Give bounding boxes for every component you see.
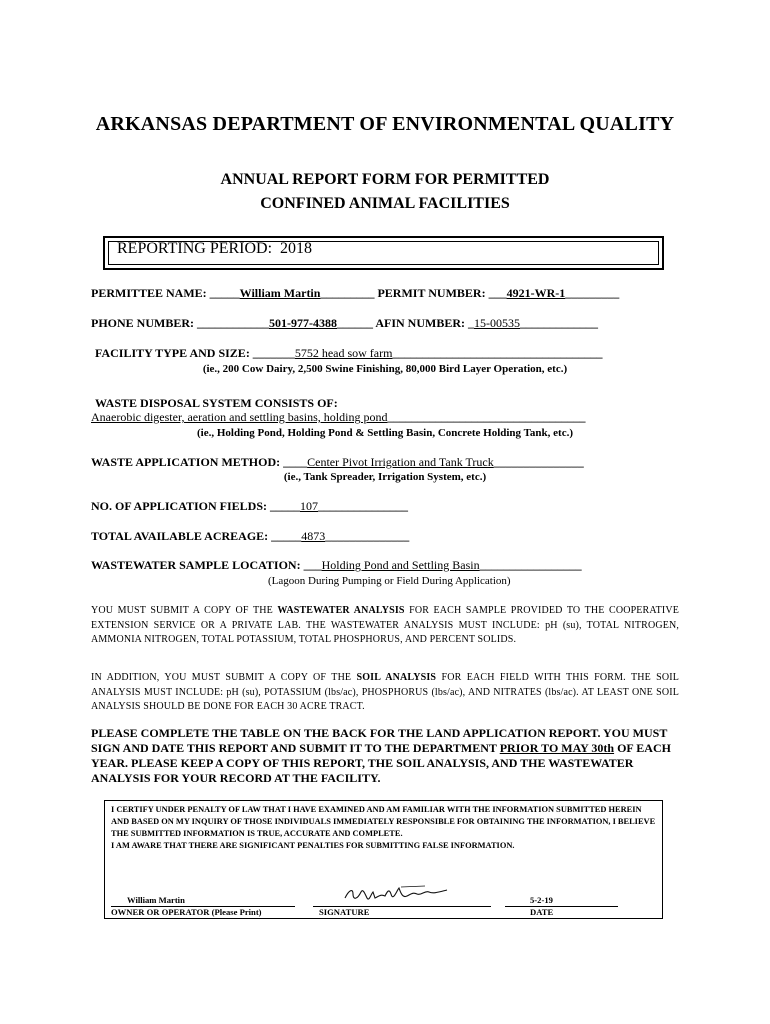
form-title-line2: CONFINED ANIMAL FACILITIES bbox=[260, 195, 510, 212]
afin-trail: _____________ bbox=[520, 316, 599, 330]
certification-box bbox=[104, 800, 663, 919]
facility-type-field[interactable]: 5752 head sow farm bbox=[294, 346, 393, 360]
permit-number-field[interactable]: 4921-WR-1 bbox=[506, 286, 566, 300]
application-method-row bbox=[91, 455, 584, 470]
date-line bbox=[505, 905, 618, 907]
form-title-line1: ANNUAL REPORT FORM FOR PERMITTED bbox=[220, 171, 550, 188]
signature-label: SIGNATURE bbox=[319, 907, 370, 917]
soil-pre: IN ADDITION, YOU MUST SUBMIT A COPY OF THE bbox=[91, 672, 357, 683]
permit-label: PERMIT NUMBER: ___ bbox=[377, 286, 507, 300]
permittee-name-field[interactable]: William Martin bbox=[239, 286, 321, 300]
application-method-trail: _______________ bbox=[493, 455, 584, 469]
afin-label: AFIN NUMBER: _ bbox=[375, 316, 475, 330]
afin-number-field[interactable]: 15-00535 bbox=[474, 316, 521, 330]
sample-location-field[interactable]: Holding Pond and Settling Basin bbox=[321, 558, 480, 572]
waste-system-row bbox=[91, 410, 585, 425]
acreage-row bbox=[91, 529, 409, 544]
facility-row bbox=[95, 346, 602, 361]
application-method-hint: (ie., Tank Spreader, Irrigation System, etc.) bbox=[283, 471, 487, 483]
sample-location-row bbox=[91, 558, 582, 573]
permittee-trail: _________ bbox=[320, 286, 375, 300]
certification-statement: I CERTIFY UNDER PENALTY OF LAW THAT I HAVE EXAMINED AND AM FAMILIAR WITH THE INFORMATION SUBMITTED HEREIN AND BASED ON MY INQUIRY OF THOSE INDIVIDUALS IMMEDIATELY RESPONSIBLE FOR OBTAINING THE INFORMATION, I BELIEVE THE SUBMITTED INFORMATION IS TRUE, ACCURATE AND COMPLETE. bbox=[111, 805, 656, 838]
date-field[interactable]: 5-2-19 bbox=[530, 895, 553, 905]
acreage-trail: ______________ bbox=[325, 529, 410, 543]
reporting-period bbox=[117, 240, 312, 258]
acreage-field[interactable]: 4873 bbox=[301, 529, 326, 543]
application-method-label: WASTE APPLICATION METHOD: ____ bbox=[91, 455, 308, 469]
wastewater-instructions bbox=[91, 604, 679, 648]
wastewater-analysis-term: WASTEWATER ANALYSIS bbox=[277, 605, 405, 616]
certification-text bbox=[111, 804, 661, 852]
facility-trail: ___________________________________ bbox=[392, 346, 603, 360]
fields-count-trail: _______________ bbox=[318, 499, 409, 513]
facility-hint: (ie., 200 Cow Dairy, 2,500 Swine Finishing, 80,000 Bird Layer Operation, etc.) bbox=[202, 363, 568, 375]
acreage-label: TOTAL AVAILABLE ACREAGE: _____ bbox=[91, 529, 302, 543]
permittee-label: PERMITTEE NAME: _____ bbox=[91, 286, 240, 300]
waste-system-trail: _________________________________ bbox=[387, 410, 586, 424]
fields-count-row bbox=[91, 499, 408, 514]
sample-location-label: WASTEWATER SAMPLE LOCATION: ___ bbox=[91, 558, 322, 572]
wastewater-post: FOR EACH SAMPLE PROVIDED TO THE COOPERATIVE EXTENSION SERVICE OR A PRIVATE LAB. THE WASTEWATER ANALYSIS MUST INCLUDE: pH (su), TOTAL NITROGEN, AMMONIA NITROGEN, TOTAL POTASSIUM, TOTAL PHOSPHORUS, AND PERCENT SOLIDS. bbox=[91, 605, 679, 645]
submission-instructions bbox=[91, 726, 671, 786]
wastewater-pre: YOU MUST SUBMIT A COPY OF THE bbox=[91, 605, 278, 616]
penalty-notice: I AM AWARE THAT THERE ARE SIGNIFICANT PENALTIES FOR SUBMITTING FALSE INFORMATION. bbox=[111, 841, 515, 850]
phone-number-field[interactable]: 501-977-4388 bbox=[269, 316, 337, 330]
reporting-period-box bbox=[103, 236, 664, 270]
deadline: PRIOR TO MAY 30th bbox=[499, 741, 615, 755]
soil-post: FOR EACH FIELD WITH THIS FORM. THE SOIL ANALYSIS MUST INCLUDE: pH (su), POTASSIUM (lbs/ac), PHOSPHORUS (lbs/ac), AND NITRATES (lbs/ac). AT LEAST ONE SOIL ANALYSIS SHOULD BE DONE FOR EACH 30 ACRE TRACT. bbox=[91, 672, 679, 712]
reporting-period-value[interactable]: 2018 bbox=[280, 240, 313, 257]
soil-analysis-term: SOIL ANALYSIS bbox=[356, 672, 437, 683]
fields-count-field[interactable]: 107 bbox=[300, 499, 319, 513]
date-label: DATE bbox=[530, 907, 554, 917]
phone-trail: ______ bbox=[337, 316, 373, 330]
owner-name-field[interactable]: William Martin bbox=[127, 895, 185, 905]
waste-system-label: WASTE DISPOSAL SYSTEM CONSISTS OF: bbox=[95, 396, 338, 410]
owner-label: OWNER OR OPERATOR (Please Print) bbox=[111, 907, 262, 917]
permittee-row bbox=[91, 286, 619, 301]
sample-location-hint: (Lagoon During Pumping or Field During Application) bbox=[268, 575, 511, 587]
sample-location-trail: _________________ bbox=[479, 558, 582, 572]
waste-system-hint: (ie., Holding Pond, Holding Pond & Settling Basin, Concrete Holding Tank, etc.) bbox=[197, 427, 573, 439]
phone-row bbox=[91, 316, 598, 331]
complete-pre: PLEASE COMPLETE THE TABLE ON THE BACK FOR THE LAND APPLICATION REPORT. YOU MUST SIGN AND DATE THIS REPORT AND SUBMIT IT TO THE DEPARTMENT bbox=[91, 726, 668, 755]
phone-label: PHONE NUMBER: ____________ bbox=[91, 316, 269, 330]
fields-count-label: NO. OF APPLICATION FIELDS: _____ bbox=[91, 499, 301, 513]
complete-post: OF EACH YEAR. PLEASE KEEP A COPY OF THIS REPORT, THE SOIL ANALYSIS, AND THE WASTEWATER ANALYSIS FOR YOUR RECORD AT THE FACILITY. bbox=[91, 741, 671, 785]
application-method-field[interactable]: Center Pivot Irrigation and Tank Truck bbox=[307, 455, 494, 469]
permit-trail: _________ bbox=[565, 286, 620, 300]
soil-instructions bbox=[91, 671, 679, 715]
facility-label: FACILITY TYPE AND SIZE: _______ bbox=[95, 346, 295, 360]
waste-system-field[interactable]: Anaerobic digester, aeration and settling basins, holding pond bbox=[91, 410, 388, 424]
agency-title: ARKANSAS DEPARTMENT OF ENVIRONMENTAL QUALITY bbox=[95, 113, 675, 135]
reporting-period-label: REPORTING PERIOD: bbox=[117, 240, 273, 257]
